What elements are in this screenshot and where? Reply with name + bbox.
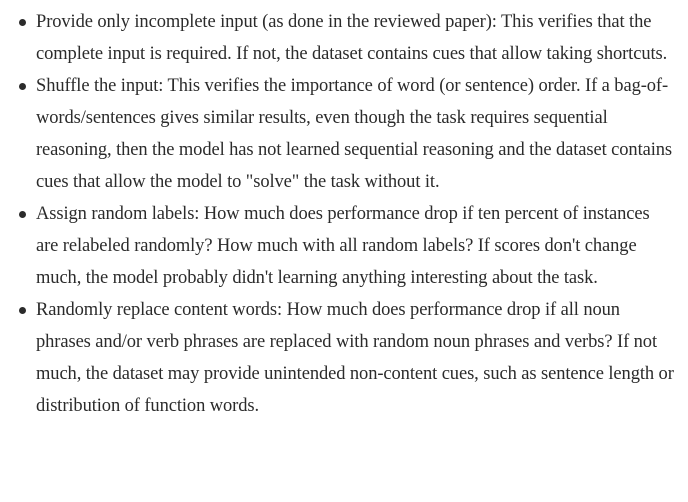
list-item-text: Randomly replace content words: How much does performance drop if all noun phrases and/or verb phrases are replaced with random noun phrases and verbs? If not much, the dataset may provide unintended non-content cues, such as sentence length or distribution of function words. (36, 300, 674, 416)
bullet-icon (19, 307, 26, 314)
list-item-text: Provide only incomplete input (as done in the reviewed paper): This verifies that the complete input is required. If not, the dataset contains cues that allow taking shortcuts. (36, 12, 668, 64)
list-item-shuffle-input (0, 70, 688, 198)
list-item-replace-content-words (0, 294, 688, 422)
bullet-icon (19, 211, 26, 218)
list-item-text: Shuffle the input: This verifies the importance of word (or sentence) order. If a bag-of-words/sentences gives similar results, even though the task requires sequential reasoning, then the model has not learned sequential reasoning and the dataset contains cues that allow the model to "solve" the task without it. (36, 76, 673, 192)
list-item-random-labels (0, 198, 688, 294)
bullet-icon (19, 19, 26, 26)
bullet-icon (19, 83, 26, 90)
bullet-list (0, 6, 688, 422)
list-item-text: Assign random labels: How much does performance drop if ten percent of instances are relabeled randomly? How much with all random labels? If scores don't change much, the model probably didn't learning anything interesting about the task. (36, 204, 650, 288)
list-item-incomplete-input (0, 6, 688, 70)
